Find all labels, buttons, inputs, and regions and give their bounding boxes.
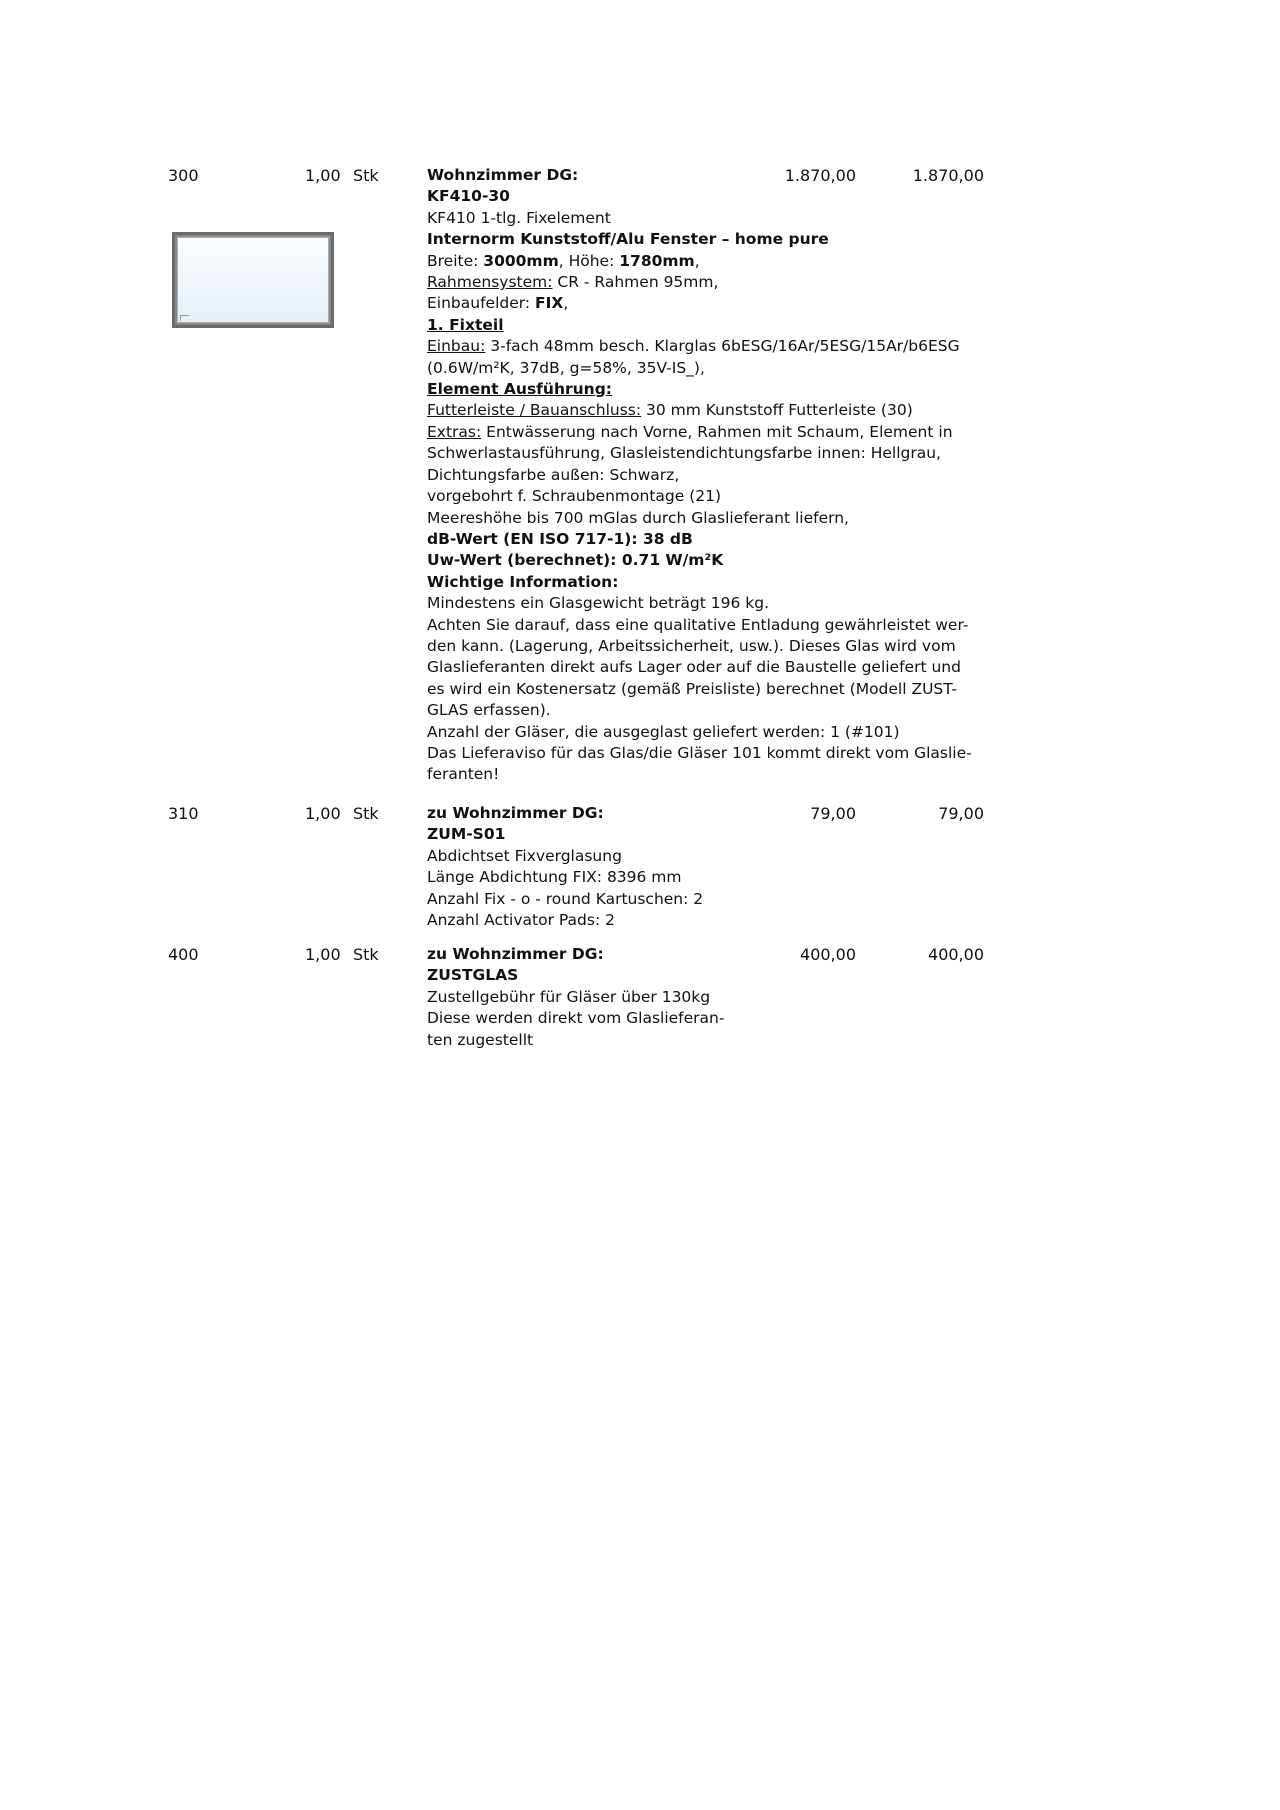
- section-heading: Wichtige Information:: [427, 572, 619, 591]
- room-label: Wohnzimmer DG:: [427, 166, 579, 184]
- total-price: 1.870,00: [912, 166, 984, 185]
- item-description: [427, 165, 997, 786]
- section-heading: Element Ausführung:: [427, 380, 612, 399]
- desc-line: den kann. (Lagerung, Arbeitssicherheit, usw.). Dieses Glas wird vom: [427, 636, 956, 655]
- desc-line: (0.6W/m²K, 37dB, g=58%, 35V-IS_),: [427, 358, 705, 377]
- desc-line: dB-Wert (EN ISO 717-1): 38 dB: [427, 529, 693, 548]
- position-number: 300: [168, 166, 199, 185]
- desc-line: Schwerlastausführung, Glasleistendichtungsfarbe innen: Hellgrau,: [427, 444, 941, 463]
- desc-line: Breite: 3000mm, Höhe: 1780mm,: [427, 251, 700, 270]
- quantity: 1,00: [305, 804, 341, 823]
- desc-line: Das Lieferaviso für das Glas/die Gläser 101 kommt direkt vom Glaslie-: [427, 743, 972, 762]
- desc-line: Länge Abdichtung FIX: 8396 mm: [427, 868, 682, 887]
- article-code: KF410-30: [427, 187, 510, 206]
- desc-line: Futterleiste / Bauanschluss: 30 mm Kunststoff Futterleiste (30): [427, 401, 913, 420]
- desc-line: Anzahl Fix - o - round Kartuschen: 2: [427, 889, 704, 908]
- desc-line: Zustellgebühr für Gläser über 130kg: [427, 987, 711, 1006]
- desc-line: Internorm Kunststoff/Alu Fenster – home pure: [427, 230, 829, 249]
- total-price: 79,00: [938, 804, 984, 823]
- fixed-window-icon: [172, 232, 334, 328]
- quantity: 1,00: [305, 166, 341, 185]
- desc-line: Dichtungsfarbe außen: Schwarz,: [427, 465, 680, 484]
- item-description: [427, 803, 997, 931]
- desc-line: Meereshöhe bis 700 mGlas durch Glaslieferant liefern,: [427, 508, 849, 527]
- unit: Stk: [353, 166, 379, 185]
- position-number: 400: [168, 945, 199, 964]
- room-label: zu Wohnzimmer DG:: [427, 804, 604, 822]
- desc-line: Extras: Entwässerung nach Vorne, Rahmen mit Schaum, Element in: [427, 422, 953, 441]
- desc-line: Anzahl der Gläser, die ausgeglast geliefert werden: 1 (#101): [427, 722, 900, 741]
- unit-price: 1.870,00: [784, 166, 856, 185]
- desc-line: KF410 1-tlg. Fixelement: [427, 208, 611, 227]
- article-code: ZUSTGLAS: [427, 966, 519, 985]
- total-price: 400,00: [928, 945, 984, 964]
- desc-line: Glaslieferanten direkt aufs Lager oder auf die Baustelle geliefert und: [427, 658, 961, 677]
- desc-line: Einbaufelder: FIX,: [427, 294, 569, 313]
- desc-line: vorgebohrt f. Schraubenmontage (21): [427, 487, 722, 506]
- desc-line: Anzahl Activator Pads: 2: [427, 911, 615, 930]
- quantity: 1,00: [305, 945, 341, 964]
- section-heading: 1. Fixteil: [427, 315, 504, 334]
- desc-line: GLAS erfassen).: [427, 701, 551, 720]
- unit: Stk: [353, 945, 379, 964]
- unit-price: 400,00: [800, 945, 856, 964]
- desc-line: Uw-Wert (berechnet): 0.71 W/m²K: [427, 551, 724, 570]
- desc-line: Einbau: 3-fach 48mm besch. Klarglas 6bESG/16Ar/5ESG/15Ar/b6ESG: [427, 337, 960, 356]
- position-number: 310: [168, 804, 199, 823]
- unit-price: 79,00: [810, 804, 856, 823]
- desc-line: es wird ein Kostenersatz (gemäß Preisliste) berechnet (Modell ZUST-: [427, 679, 957, 698]
- item-description: [427, 944, 997, 1051]
- desc-line: Achten Sie darauf, dass eine qualitative Entladung gewährleistet wer-: [427, 615, 969, 634]
- unit: Stk: [353, 804, 379, 823]
- desc-line: ten zugestellt: [427, 1030, 534, 1049]
- article-code: ZUM-S01: [427, 825, 506, 844]
- desc-line: Abdichtset Fixverglasung: [427, 846, 622, 865]
- desc-line: Rahmensystem: CR - Rahmen 95mm,: [427, 273, 719, 292]
- desc-line: Diese werden direkt vom Glaslieferan-: [427, 1009, 725, 1028]
- desc-line: Mindestens ein Glasgewicht beträgt 196 kg.: [427, 594, 770, 613]
- room-label: zu Wohnzimmer DG:: [427, 945, 604, 963]
- desc-line: feranten!: [427, 765, 500, 784]
